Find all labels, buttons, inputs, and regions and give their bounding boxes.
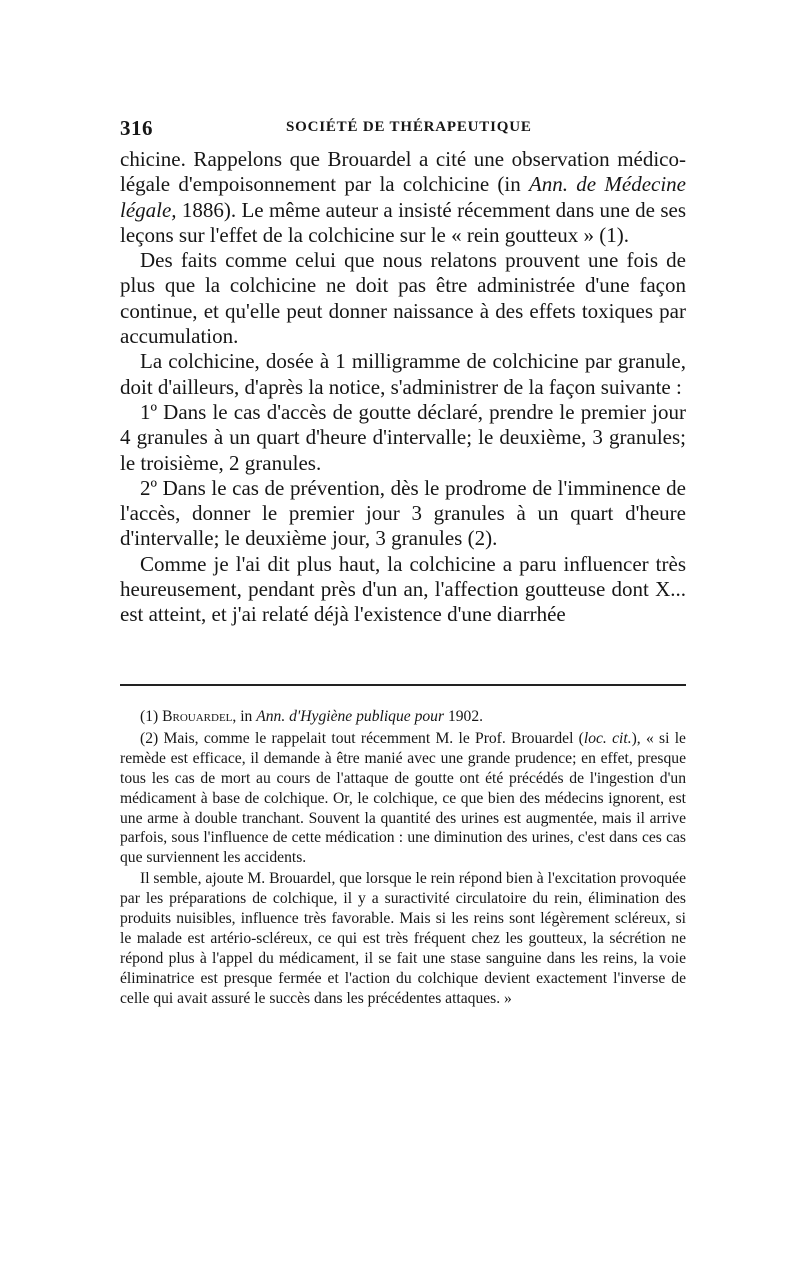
footnotes <box>120 707 686 1011</box>
footnote-1-text: , in <box>232 708 257 725</box>
footnote-2-continuation: Il semble, ajoute M. Brouardel, que lorsque le rein répond bien à l'excitation provoquée par les préparations de colchique, il y a suractivité circulatoire du rein, élimination des produits nuisibles, influence très favorable. Mais si les reins sont légèrement scléreux, si le malade est artério-scléreux, ce qui est très fréquent chez les goutteux, la sécrétion ne répond plus à l'appel du médicament, il se fait une stase sanguine dans les reins, la voie éliminatrice est presque fermée et l'action du colchique devient exactement l'inverse de celle qui avait assuré le succès dans les précédentes attaques. » <box>120 870 686 1007</box>
footnote-2-text-b: ), « si le remède est efficace, il demande à être manié avec une grande prudence; en effet, presque tous les cas de mort au cours de l'attaque de goutte ont été précédés de l'ingestion d'un médicament à base de colchique. Or, le colchique, ce que bien des médecins ignorent, est une arme à double tranchant. Souvent la quantité des urines est augmentée, mais il arrive parfois, sous l'influence de cette médication : une diminution des urines, c'est dans ces cas que surviennent les accidents. <box>120 729 686 867</box>
journal-title: Ann. de Médecine légale, <box>120 172 686 222</box>
main-text <box>120 147 686 628</box>
paragraph-6: Comme je l'ai dit plus haut, la colchicine a paru influencer très heureusement, pendant près d'un an, l'affection goutteuse dont X... est atteint, et j'ai relaté déjà l'existence d'une diarrhée <box>120 551 686 627</box>
running-head <box>120 116 686 142</box>
footnote-2-text-a: (2) Mais, comme le rappelait tout récemment M. le Prof. Brouardel ( <box>140 729 584 747</box>
paragraph-1-text-b: 1886). Le même auteur a insisté récemment dans une de ses leçons sur l'effet de la colchicine sur le « rein goutteux » (1). <box>120 197 686 247</box>
paragraph-1-text-a: chicine. Rappelons que Brouardel a cité une observation médico-légale d'empoisonnement par la colchicine (in <box>120 147 686 197</box>
footnote-1-mark: (1) <box>140 708 163 725</box>
paragraph-5: 2º Dans le cas de prévention, dès le prodrome de l'imminence de l'accès, donner le premier jour 3 granules à un quart d'heure d'intervalle; le deuxième jour, 3 granules (2). <box>120 475 686 551</box>
footnote-rule <box>120 684 686 686</box>
paragraph-2: Des faits comme celui que nous relatons prouvent une fois de plus que la colchicine ne doit pas être administrée d'une façon continue, et qu'elle peut donner naissance à des effets toxiques par accumulation. <box>120 248 686 349</box>
footnote-2-citation: loc. cit. <box>583 729 632 747</box>
footnote-2 <box>120 729 686 868</box>
paragraph-1 <box>120 147 686 248</box>
page-number: 316 <box>120 116 153 140</box>
footnote-1-journal: Ann. d'Hygiène publique pour <box>256 708 445 725</box>
footnote-1-author: Brouardel <box>162 708 233 725</box>
paragraph-3: La colchicine, dosée à 1 milligramme de colchicine par granule, doit d'ailleurs, d'après la notice, s'administrer de la façon suivante : <box>120 349 686 399</box>
footnote-1 <box>120 707 686 727</box>
paragraph-4: 1º Dans le cas d'accès de goutte déclaré, prendre le premier jour 4 granules à un quart d'heure d'intervalle; le deuxième, 3 granules; le troisième, 2 granules. <box>120 399 686 475</box>
running-title: SOCIÉTÉ DE THÉRAPEUTIQUE <box>286 119 532 135</box>
footnote-1-year: 1902. <box>444 708 484 725</box>
